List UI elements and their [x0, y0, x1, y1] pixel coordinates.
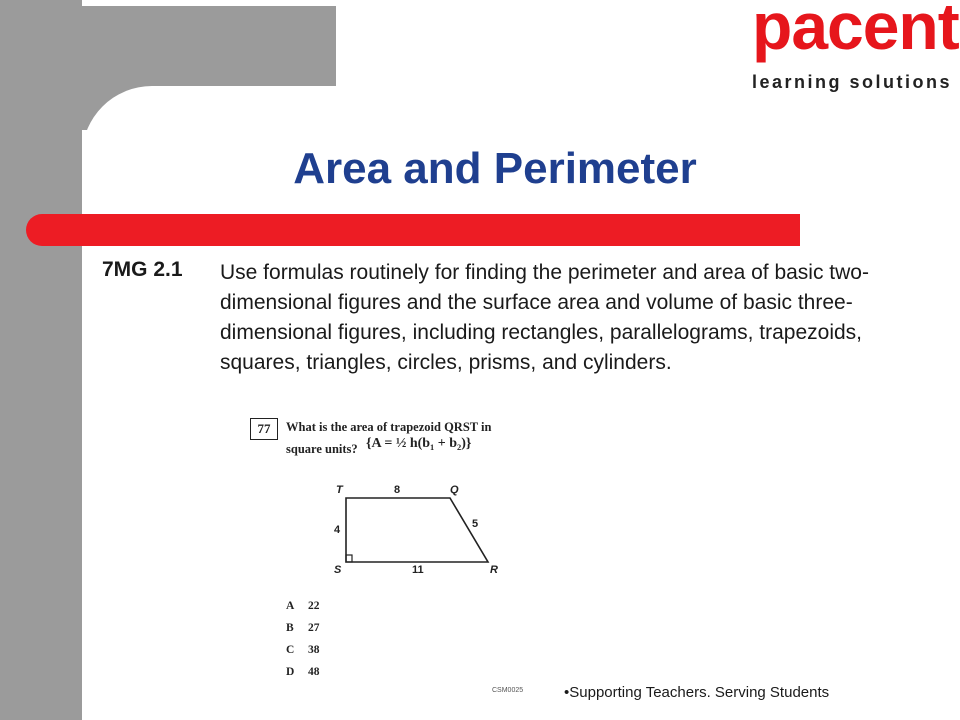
- height-label: 4: [334, 524, 341, 536]
- bottom-length-label: 11: [412, 564, 424, 576]
- choice-d[interactable]: D 48: [286, 666, 320, 678]
- vertex-q: Q: [450, 484, 459, 496]
- footer-tagline: •Supporting Teachers. Serving Students: [564, 684, 830, 701]
- slant-length-label: 5: [472, 518, 479, 530]
- question-line-1: What is the area of trapezoid QRST in: [286, 420, 492, 434]
- standard-description: Use formulas routinely for finding the perimeter and area of basic two-dimensional figures and the surface area and volume of basic three-dimensional figures, including rectangles, parallelograms, trapezoids, squares, triangles, circles, prisms, and cylinders.: [220, 261, 869, 374]
- choice-a[interactable]: A 22: [286, 600, 320, 612]
- title-underline-bar: [26, 214, 800, 246]
- top-length-label: 8: [394, 484, 401, 496]
- question-line-2: square units?: [286, 442, 358, 456]
- question-number: 77: [250, 418, 278, 440]
- vertex-r: R: [490, 564, 498, 576]
- logo-brand: pacent: [752, 0, 959, 63]
- trapezoid-figure: [330, 484, 510, 584]
- choice-b[interactable]: B 27: [286, 622, 320, 634]
- right-angle-marker: [346, 555, 352, 562]
- standard-code: 7MG 2.1: [102, 258, 183, 281]
- footer-tag: CSM0025: [492, 687, 524, 694]
- pacent-logo: [748, 2, 958, 96]
- answer-choices: [286, 600, 320, 688]
- logo-subtitle: learning solutions: [752, 72, 953, 92]
- problem-card: [250, 412, 550, 682]
- trapezoid-shape: [346, 498, 488, 562]
- area-formula: {A = ½ h(b₁ + b₂)}: [366, 436, 472, 451]
- choice-c[interactable]: C 38: [286, 644, 320, 656]
- vertex-t: T: [336, 484, 343, 496]
- slide-title: Area and Perimeter: [293, 144, 697, 193]
- vertex-s: S: [334, 564, 342, 576]
